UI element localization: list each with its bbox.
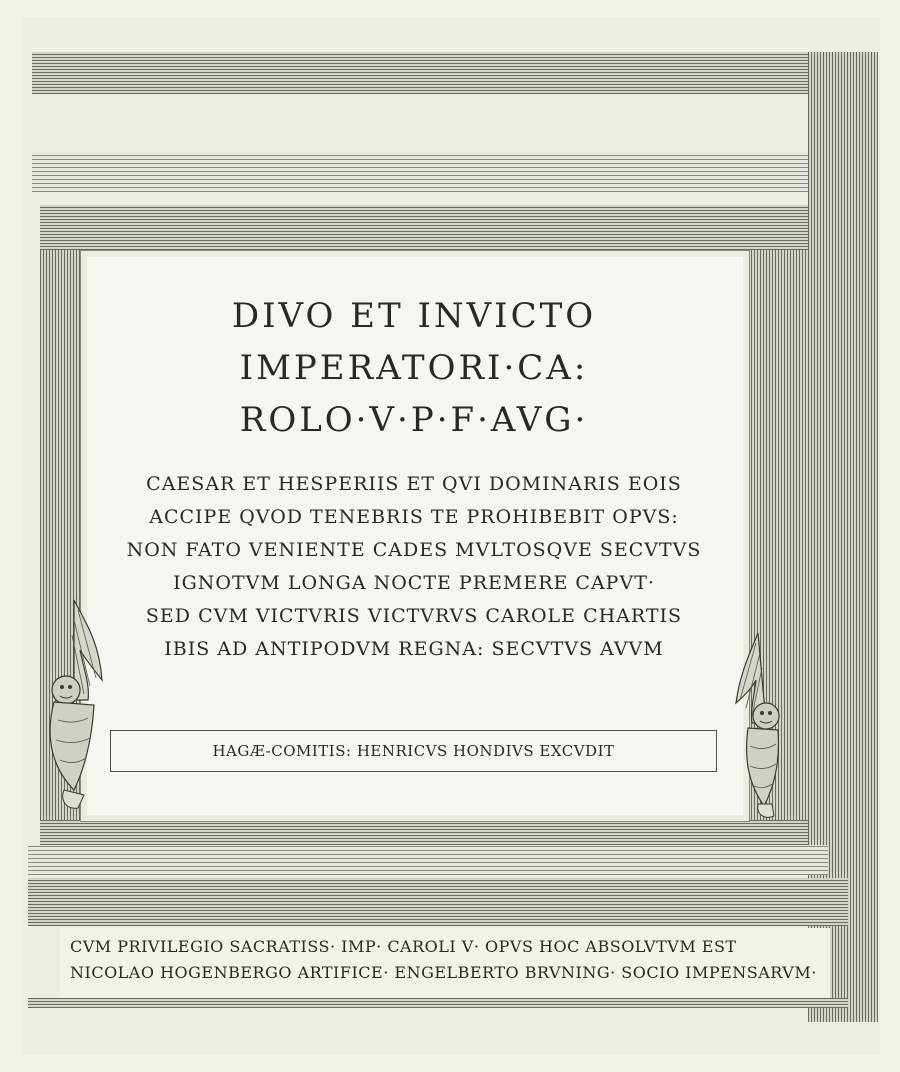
- verse-line-1: CAESAR ET HESPERIIS ET QVI DOMINARIS EOIS: [146, 473, 682, 495]
- tablet-frame-top: [40, 205, 808, 250]
- top-ledge: [32, 152, 822, 192]
- right-pilaster: [808, 52, 878, 1022]
- top-cornice: [32, 52, 847, 94]
- privilege-line-1: CVM PRIVILEGIO SACRATISS· IMP· CAROLI V· OPVS HOC ABSOLVTVM EST: [70, 937, 737, 956]
- verse-line-2: ACCIPE QVOD TENEBRIS TE PROHIBEBIT OPVS:: [149, 506, 679, 528]
- heading-line-1: DIVO ET INVICTO: [231, 296, 597, 336]
- winged-herm-right-icon: [718, 628, 788, 823]
- tablet-frame-bottom: [40, 820, 808, 845]
- base-ledge: [28, 845, 828, 875]
- heading-line-2: IMPERATORI·CA:: [239, 348, 589, 388]
- verse-line-5: SED CVM VICTVRIS VICTVRVS CAROLE CHARTIS: [145, 605, 683, 627]
- imprint-cartouche: [110, 730, 717, 772]
- verse: [80, 468, 748, 666]
- imprint-text: HAGÆ-COMITIS: HENRICVS HONDIVS EXCVDIT: [212, 742, 615, 760]
- verse-line-3: NON FATO VENIENTE CADES MVLTOSQVE SECVTVS: [126, 539, 702, 561]
- base-band: [28, 878, 848, 926]
- privilege-inscription: [60, 928, 830, 998]
- bottom-band: [28, 998, 848, 1008]
- verse-line-6: IBIS AD ANTIPODVM REGNA: SECVTVS AVVM: [164, 638, 664, 660]
- winged-herm-left-icon: [44, 590, 114, 820]
- privilege-line-2: NICOLAO HOGENBERGO ARTIFICE· ENGELBERTO BRVNING· SOCIO IMPENSARVM·: [70, 963, 817, 982]
- heading-line-3: ROLO·V·P·F·AVG·: [239, 400, 589, 440]
- inscription: [80, 290, 748, 666]
- verse-line-4: IGNOTVM LONGA NOCTE PREMERE CAPVT·: [173, 572, 655, 594]
